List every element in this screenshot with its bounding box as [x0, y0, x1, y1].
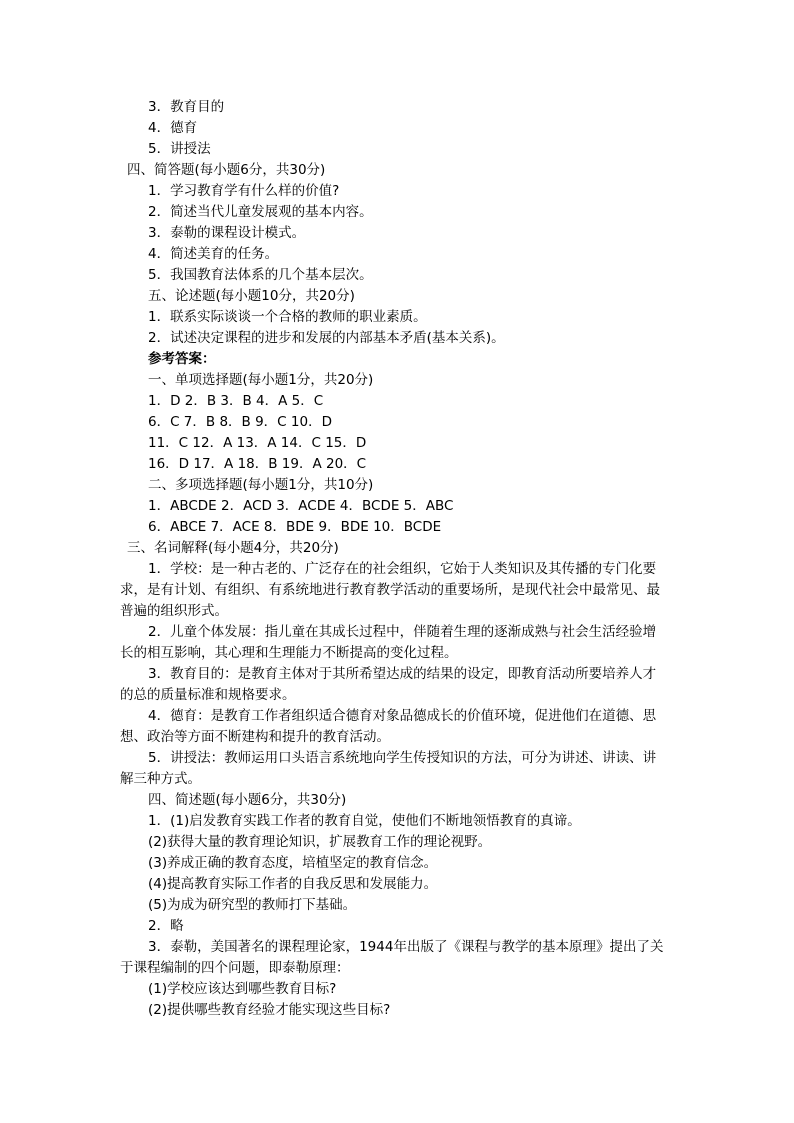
text-line: 4．德育 — [148, 120, 198, 136]
section-heading: 四、简述题(每小题6分，共30分) — [148, 792, 347, 808]
text-line: (2)提供哪些教育经验才能实现这些目标? — [148, 1002, 391, 1018]
text-line: 4．德育：是教育工作者组织适合德育对象品德成长的价值环境，促进他们在道德、思 — [148, 708, 657, 724]
text-line: 1．(1)启发教育实践工作者的教育自觉，使他们不断地领悟教育的真谛。 — [148, 813, 581, 829]
answer-line: 6．C 7．B 8．B 9．C 10．D — [148, 414, 332, 430]
text-line: 求，是有计划、有组织、有系统地进行教育教学活动的重要场所，是现代社会中最常见、最 — [120, 582, 660, 598]
text-line: 想、政治等方面不断建构和提升的教育活动。 — [120, 729, 390, 745]
text-line: 5．讲授法：教师运用口头语言系统地向学生传授知识的方法，可分为讲述、讲读、讲 — [148, 750, 657, 766]
text-line: 的总的质量标准和规格要求。 — [120, 687, 296, 703]
text-line: (5)为成为研究型的教师打下基础。 — [148, 897, 357, 913]
text-line: 2．略 — [148, 918, 184, 934]
section-heading: 二、多项选择题(每小题1分，共10分) — [148, 477, 374, 493]
section-heading: 三、名词解释(每小题4分，共20分) — [127, 540, 339, 556]
text-line: 1．学习教育学有什么样的价值? — [148, 183, 340, 199]
text-line: 2．试述决定课程的进步和发展的内部基本矛盾(基本关系)。 — [148, 330, 505, 346]
section-heading: 一、单项选择题(每小题1分，共20分) — [148, 372, 374, 388]
text-line: 3．泰勒，美国著名的课程理论家，1944年出版了《课程与教学的基本原理》提出了关 — [148, 939, 664, 955]
text-line: 5．我国教育法体系的几个基本层次。 — [148, 267, 373, 283]
answers-heading: 参考答案： — [148, 351, 216, 367]
answer-line: 1．D 2．B 3．B 4．A 5．C — [148, 393, 324, 409]
text-line: 于课程编制的四个问题，即泰勒原理： — [120, 960, 350, 976]
text-line: (3)养成正确的教育态度，培植坚定的教育信念。 — [148, 855, 438, 871]
text-line: 4．简述美育的任务。 — [148, 246, 279, 262]
answer-line: 11．C 12．A 13．A 14．C 15．D — [148, 435, 367, 451]
answer-line: 1．ABCDE 2．ACD 3．ACDE 4．BCDE 5．ABC — [148, 498, 454, 514]
text-line: 2．简述当代儿童发展观的基本内容。 — [148, 204, 373, 220]
text-line: (4)提高教育实际工作者的自我反思和发展能力。 — [148, 876, 438, 892]
text-line: 3．教育目的：是教育主体对于其所希望达成的结果的设定，即教育活动所要培养人才 — [148, 666, 657, 682]
text-line: 解三种方式。 — [120, 771, 201, 787]
section-heading: 四、简答题(每小题6分，共30分) — [127, 162, 326, 178]
text-line: 3．泰勒的课程设计模式。 — [148, 225, 306, 241]
text-line: 长的相互影响，其心理和生理能力不断提高的变化过程。 — [120, 645, 458, 661]
text-line: (2)获得大量的教育理论知识，扩展教育工作的理论视野。 — [148, 834, 492, 850]
text-line: (1)学校应该达到哪些教育目标? — [148, 981, 337, 997]
text-line: 1．学校：是一种古老的、广泛存在的社会组织，它始于人类知识及其传播的专门化要 — [148, 561, 657, 577]
text-line: 3．教育目的 — [148, 99, 225, 115]
section-heading: 五、论述题(每小题10分，共20分) — [148, 288, 355, 304]
answer-line: 16．D 17．A 18．B 19．A 20．C — [148, 456, 367, 472]
text-line: 1．联系实际谈谈一个合格的教师的职业素质。 — [148, 309, 427, 325]
text-line: 5．讲授法 — [148, 141, 211, 157]
text-line: 普遍的组织形式。 — [120, 603, 228, 619]
answer-line: 6．ABCE 7．ACE 8．BDE 9．BDE 10．BCDE — [148, 519, 442, 535]
text-line: 2．儿童个体发展：指儿童在其成长过程中，伴随着生理的逐渐成熟与社会生活经验增 — [148, 624, 657, 640]
